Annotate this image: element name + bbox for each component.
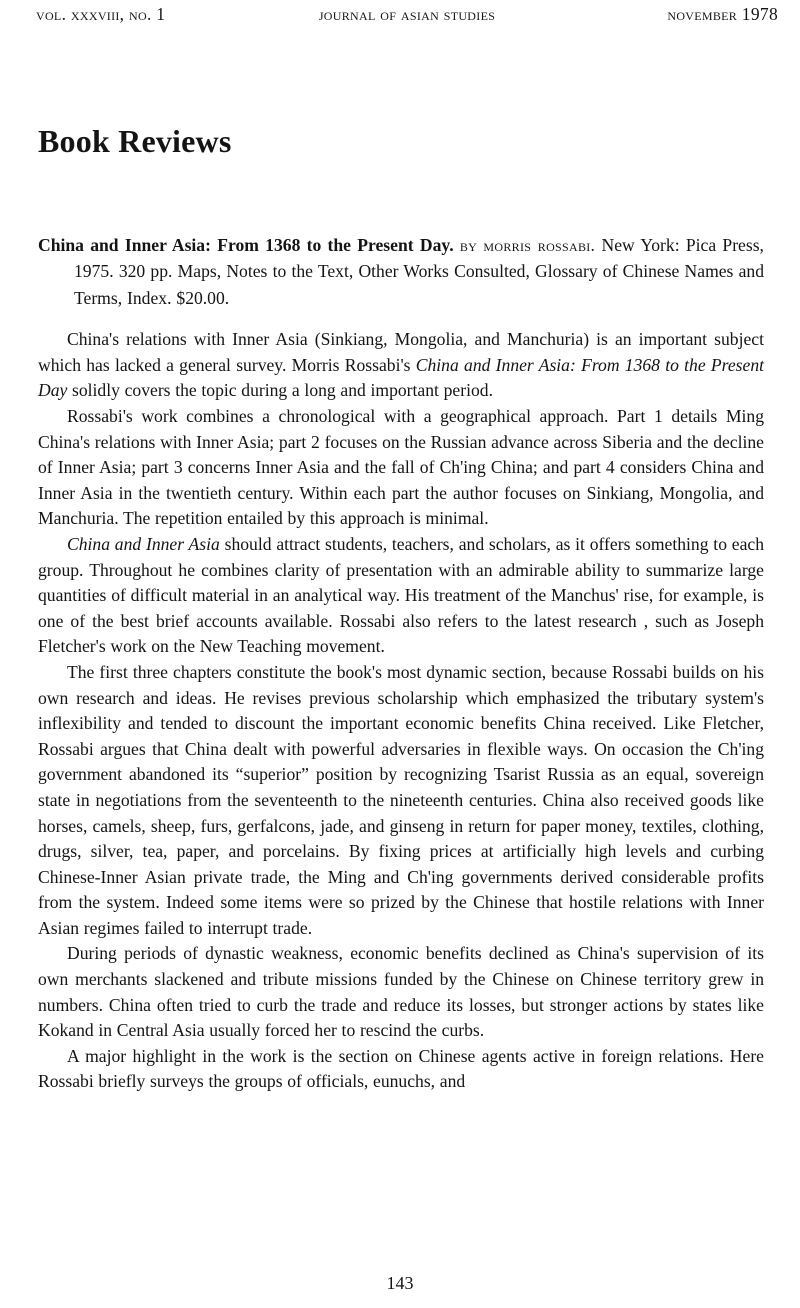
citation-imprint: New York: Pica Press, 1975.	[74, 235, 764, 282]
text-run: Rossabi's work combines a chronological with a geographical approach. Part 1 details Ming China's relations with Inner Asia; part 2 focuses on the Russian advance across Siberia and the decline of Inner Asia; part 3 concerns Inner Asia and the fall of Ch'ing China; and part 4 considers China and Inner Asia in the twentieth century. Within each part the author focuses on Sinkiang, Mongolia, and Manchuria. The repetition entailed by this approach is minimal.	[38, 406, 764, 529]
text-run: A major highlight in the work is the section on Chinese agents active in foreign relations. Here Rossabi briefly surveys the groups of officials, eunuchs, and	[38, 1045, 764, 1092]
text-run: solidly covers the topic during a long and important period.	[67, 380, 493, 401]
book-citation	[38, 232, 764, 311]
italic-title: China and Inner Asia: From 1368 to the Present Day	[38, 354, 764, 401]
body-paragraph	[38, 660, 764, 942]
body-paragraph	[38, 1044, 764, 1095]
body-paragraph	[38, 327, 764, 404]
running-head-date: november 1978	[667, 4, 778, 24]
text-run: China's relations with Inner Asia (Sinkiang, Mongolia, and Manchuria) is an important subject which has lacked a general survey. Morris Rossabi's	[38, 329, 764, 375]
citation-title: China and Inner Asia: From 1368 to the Present Day.	[38, 235, 454, 255]
text-run: The first three chapters constitute the book's most dynamic section, because Rossabi builds on his own research and ideas. He revises previous scholarship which emphasized the tributary system's inflexibility and tended to discount the important economic benefits China received. Like Fletcher, Rossabi argues that China dealt with powerful adversaries in flexible ways. On occasion the Ch'ing government abandoned its “superior” position by recognizing Tsarist Russia as an equal, sovereign state in negotiations from the seventeenth to the nineteenth centuries. China also received goods like horses, camels, sheep, furs, gerfalcons, jade, and ginseng in return for paper money, textiles, clothing, drugs, silver, tea, paper, and porcelains. By fixing prices at artificially high levels and curbing Chinese-Inner Asian private trade, the Ming and Ch'ing governments derived considerable profits from the system. Indeed some items were so prized by the Chinese that hostile relations with Inner Asian regimes failed to interrupt trade.	[38, 661, 764, 938]
body-paragraph	[38, 404, 764, 532]
running-head	[36, 4, 778, 26]
citation-price: $20.00.	[176, 287, 230, 308]
review-body	[38, 327, 764, 1095]
text-run: should attract students, teachers, and scholars, as it offers something to each group. Throughout he combines clarity of presentation with an admirable ability to summarize large quantities of difficult material in an analytical way. His treatment of the Manchus' rise, for example, is one of the best brief accounts available. Rossabi also refers to the latest research , such as Joseph Fletcher's work on the New Teaching movement.	[38, 533, 764, 657]
text-run: During periods of dynastic weakness, economic benefits declined as China's supervision of its own merchants slackened and tribute missions funded by the Chinese on Chinese territory grew in numbers. China often tried to curb the trade and reduce its losses, but stronger actions by states like Kokand in Central Asia usually forced her to rescind the curbs.	[38, 943, 764, 1041]
page-number: 143	[386, 1273, 414, 1293]
citation-pages: 320 pp.	[118, 261, 173, 282]
running-head-journal-title: journal of asian studies	[318, 4, 496, 24]
review-column	[38, 232, 764, 1095]
citation-front-matter: Maps, Notes to the Text, Other Works Consulted, Glossary of Chinese Names and Terms, Index.	[74, 261, 765, 308]
citation-author: morris rossabi.	[483, 235, 596, 255]
italic-title: China and Inner Asia	[67, 533, 220, 554]
page-title: Book Reviews	[38, 123, 232, 160]
running-head-volume: vol. xxxviii, no. 1	[36, 4, 166, 24]
citation-by-label: by	[459, 235, 478, 255]
body-paragraph	[38, 941, 764, 1043]
body-paragraph	[38, 532, 764, 660]
